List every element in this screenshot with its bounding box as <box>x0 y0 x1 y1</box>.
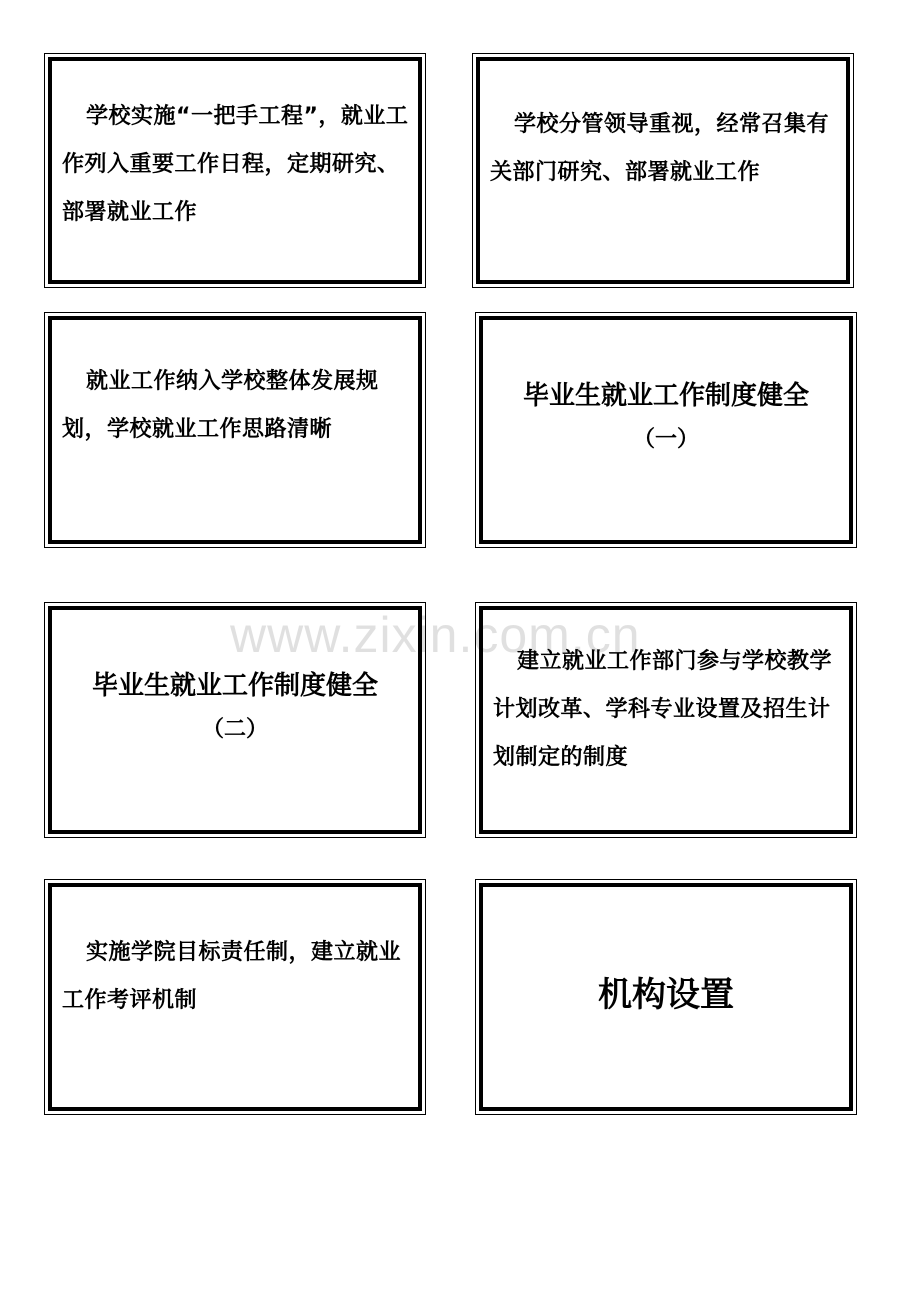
card-4-subtitle: （一） <box>632 427 699 452</box>
card-1-text: 学校实施“一把手工程”，就业工作列入重要工作日程，定期研究、部署就业工作 <box>62 104 409 225</box>
card-7-frame <box>48 883 422 1111</box>
card-5-subtitle: （二） <box>201 717 268 742</box>
card-8 <box>475 879 857 1115</box>
card-6-text: 建立就业工作部门参与学校教学计划改革、学科专业设置及招生计划制定的制度 <box>493 649 833 770</box>
card-8-frame <box>479 883 853 1111</box>
card-3-text: 就业工作纳入学校整体发展规划，学校就业工作思路清晰 <box>62 369 379 442</box>
watermark: www.zixin.com.cn <box>230 607 641 663</box>
card-5-title-text: 毕业生就业工作制度健全 <box>91 671 378 701</box>
card-3 <box>44 312 426 548</box>
card-4-title-text: 毕业生就业工作制度健全 <box>522 381 809 411</box>
card-5-title <box>52 664 418 752</box>
card-3-frame <box>48 316 422 544</box>
card-4-frame <box>479 316 853 544</box>
card-8-title: 机构设置 <box>598 975 734 1015</box>
card-7 <box>44 879 426 1115</box>
card-1 <box>44 53 426 288</box>
card-5-frame <box>48 606 422 834</box>
card-2 <box>472 53 854 288</box>
card-6 <box>475 602 857 838</box>
card-2-frame <box>476 57 850 284</box>
card-4-title <box>483 374 849 462</box>
card-4 <box>475 312 857 548</box>
card-2-text: 学校分管领导重视，经常召集有关部门研究、部署就业工作 <box>490 112 830 185</box>
card-1-frame <box>48 57 422 284</box>
card-7-text: 实施学院目标责任制，建立就业工作考评机制 <box>62 940 402 1013</box>
card-5 <box>44 602 426 838</box>
card-6-frame <box>479 606 853 834</box>
